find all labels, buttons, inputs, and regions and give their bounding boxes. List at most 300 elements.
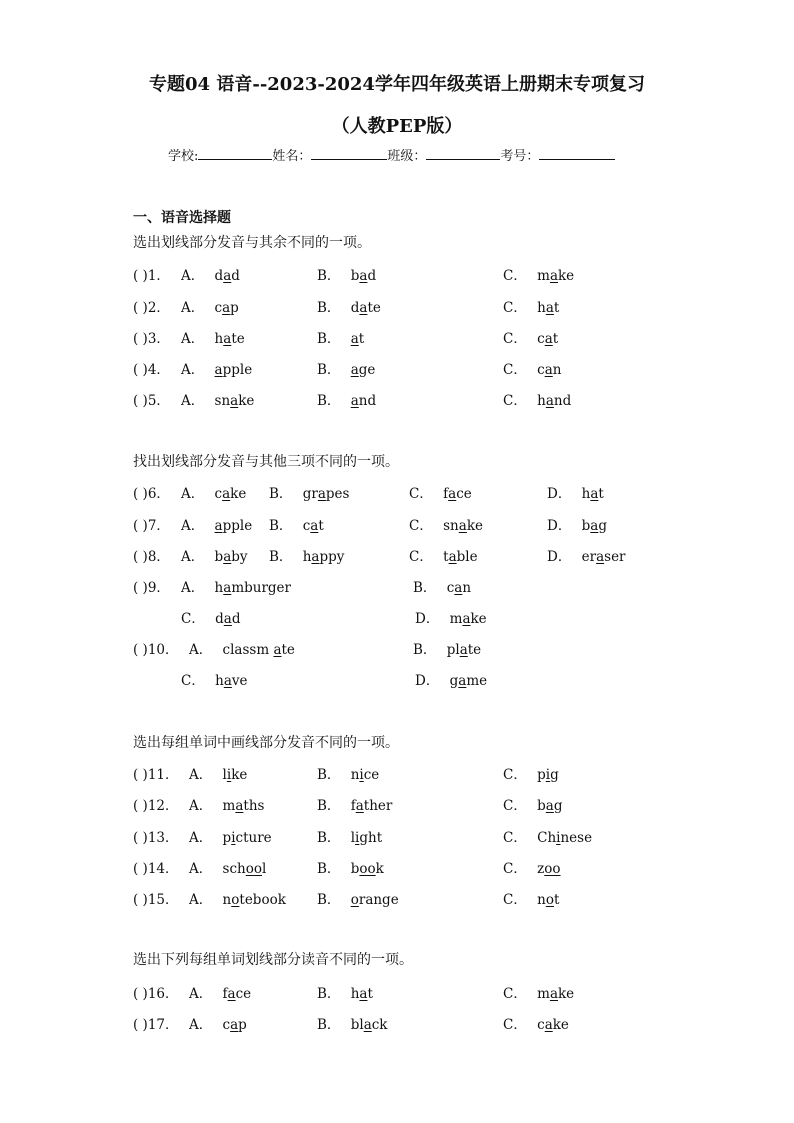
word-suffix: ke xyxy=(230,486,247,502)
underlined-part: a xyxy=(317,486,326,502)
question-number[interactable]: ( )12． xyxy=(133,798,179,814)
underlined-part: a xyxy=(227,986,236,1002)
option-B[interactable] xyxy=(317,264,376,284)
underlined-part: a xyxy=(549,986,558,1002)
option-A[interactable] xyxy=(189,794,264,814)
underlined-part: a xyxy=(454,580,463,596)
word-prefix: b xyxy=(581,518,591,534)
underlined-part: a xyxy=(549,268,558,284)
underlined-part: a xyxy=(350,362,359,378)
title-line-1: 专题04 语音--2023-2024学年四年级英语上册期末专项复习 xyxy=(149,74,645,95)
option-D[interactable] xyxy=(415,607,487,627)
option-A[interactable] xyxy=(189,763,247,783)
word-suffix: te xyxy=(281,642,295,658)
option-letter: B． xyxy=(317,362,345,378)
underlined-part: a xyxy=(359,986,368,1002)
word-suffix: te xyxy=(467,642,482,658)
group-instruction: 找出划线部分发音与其他三项不同的一项。 xyxy=(133,454,399,470)
underlined-part: o xyxy=(545,892,554,908)
option-A[interactable] xyxy=(181,514,252,534)
question-row xyxy=(133,982,753,1002)
question-number[interactable]: ( )3． xyxy=(133,331,170,347)
word-suffix: pes xyxy=(325,486,350,502)
class-blank[interactable] xyxy=(426,145,500,160)
option-letter: A． xyxy=(189,986,217,1002)
word-suffix: n xyxy=(552,362,562,378)
question-row xyxy=(133,794,753,814)
option-A[interactable] xyxy=(189,1013,247,1033)
word-prefix: d xyxy=(215,611,224,627)
underlined-part: a xyxy=(355,798,364,814)
word-prefix: Ch xyxy=(537,830,557,846)
word-suffix: ght xyxy=(359,830,383,846)
word-suffix: ke xyxy=(558,268,575,284)
underlined-part: a xyxy=(350,331,359,347)
option-A[interactable] xyxy=(189,826,272,846)
word-prefix: g xyxy=(449,673,459,689)
underlined-part: a xyxy=(545,300,554,316)
question-number[interactable]: ( )7． xyxy=(133,518,170,534)
option-A[interactable] xyxy=(189,982,251,1002)
option-letter: C． xyxy=(503,393,532,409)
word-prefix: h xyxy=(537,300,546,316)
word-prefix: b xyxy=(350,861,360,877)
option-letter: A． xyxy=(181,518,209,534)
word-suffix: te xyxy=(231,331,245,347)
word-prefix: f xyxy=(350,798,356,814)
underlined-part: a xyxy=(590,486,599,502)
underlined-part: a xyxy=(590,518,599,534)
word-suffix: by xyxy=(231,549,248,565)
underlined-part: i xyxy=(545,767,551,783)
option-A[interactable] xyxy=(181,576,291,596)
word-prefix: n xyxy=(222,892,232,908)
word-prefix: h xyxy=(214,331,224,347)
question-row xyxy=(133,1013,753,1033)
underlined-part: a xyxy=(544,1017,553,1033)
word-suffix: ck xyxy=(371,1017,388,1033)
option-A[interactable] xyxy=(181,358,252,378)
word-prefix: bl xyxy=(350,1017,364,1033)
word-suffix: ths xyxy=(243,798,265,814)
word-suffix: pple xyxy=(222,518,253,534)
word-suffix: g xyxy=(553,798,563,814)
question-row-continued xyxy=(133,669,753,689)
underlined-part: a xyxy=(544,362,553,378)
word-prefix: l xyxy=(222,767,227,783)
option-letter: A． xyxy=(189,642,217,658)
word-suffix: l xyxy=(262,861,267,877)
option-B[interactable] xyxy=(317,794,392,814)
word-prefix: z xyxy=(537,861,545,877)
word-suffix: d xyxy=(231,268,240,284)
underlined-part: a xyxy=(458,518,467,534)
word-suffix: ce xyxy=(456,486,472,502)
option-letter: A． xyxy=(189,892,217,908)
underlined-part: a xyxy=(223,549,232,565)
word-suffix: p xyxy=(230,300,239,316)
option-A[interactable] xyxy=(181,327,245,347)
word-suffix: n xyxy=(462,580,472,596)
question-row xyxy=(133,763,753,783)
word-suffix: t xyxy=(553,892,560,908)
option-B[interactable] xyxy=(317,857,384,877)
option-C[interactable] xyxy=(409,482,472,502)
underlined-part: oo xyxy=(245,861,262,877)
question-row-continued xyxy=(133,607,753,627)
word-prefix: n xyxy=(350,767,360,783)
option-C[interactable] xyxy=(409,514,483,534)
option-A[interactable] xyxy=(189,857,266,877)
option-letter: A． xyxy=(189,861,217,877)
word-prefix: f xyxy=(222,986,228,1002)
underlined-part: a xyxy=(214,362,223,378)
student-info-line xyxy=(168,145,615,164)
word-prefix: c xyxy=(446,580,455,596)
option-A[interactable] xyxy=(181,482,246,502)
school-blank[interactable] xyxy=(198,145,272,160)
option-D[interactable] xyxy=(547,545,626,565)
question-number[interactable]: ( )13． xyxy=(133,830,179,846)
underlined-part: a xyxy=(223,611,232,627)
underlined-part: a xyxy=(310,518,319,534)
option-letter: B． xyxy=(317,798,345,814)
option-A[interactable] xyxy=(181,545,248,565)
word-prefix: p xyxy=(222,830,232,846)
word-suffix: me xyxy=(466,673,488,689)
word-suffix: ther xyxy=(363,798,393,814)
word-suffix: g xyxy=(550,767,559,783)
option-letter: B． xyxy=(413,580,441,596)
word-suffix: cture xyxy=(235,830,272,846)
option-A[interactable] xyxy=(189,638,295,658)
word-prefix: pl xyxy=(446,642,460,658)
option-C[interactable] xyxy=(503,794,563,814)
word-suffix: ge xyxy=(358,362,376,378)
option-letter: D． xyxy=(415,673,444,689)
option-letter: B． xyxy=(317,830,345,846)
word-prefix: h xyxy=(215,673,224,689)
option-letter: B． xyxy=(317,1017,345,1033)
word-suffix: ke xyxy=(558,986,575,1002)
word-prefix: classm xyxy=(222,642,274,658)
question-number[interactable]: ( )6． xyxy=(133,486,170,502)
underlined-part: a xyxy=(596,549,605,565)
option-B[interactable] xyxy=(413,576,471,596)
option-B[interactable] xyxy=(269,482,349,502)
option-letter: D． xyxy=(547,518,576,534)
word-prefix: c xyxy=(302,518,311,534)
word-suffix: t xyxy=(598,486,604,502)
word-prefix: b xyxy=(214,549,224,565)
word-suffix: t xyxy=(552,331,559,347)
word-suffix: te xyxy=(367,300,381,316)
option-B[interactable] xyxy=(317,888,399,908)
option-letter: C． xyxy=(503,268,532,284)
word-prefix: m xyxy=(537,986,550,1002)
option-A[interactable] xyxy=(189,888,286,908)
option-B[interactable] xyxy=(269,545,344,565)
underlined-part: a xyxy=(311,549,320,565)
word-prefix: h xyxy=(214,580,224,596)
word-suffix: nd xyxy=(553,393,572,409)
underlined-part: a xyxy=(223,673,232,689)
question-number[interactable]: ( )4． xyxy=(133,362,170,378)
word-suffix: ce xyxy=(363,767,380,783)
option-letter: B． xyxy=(269,486,297,502)
group-instruction: 选出下列每组单词划线部分读音不同的一项。 xyxy=(133,952,413,968)
title-line-2: （人教PEP版） xyxy=(331,116,463,137)
group-instruction: 选出划线部分发音与其余不同的一项。 xyxy=(133,235,371,251)
option-letter: B． xyxy=(269,549,297,565)
question-row xyxy=(133,358,753,378)
question-number[interactable]: ( )16． xyxy=(133,986,179,1002)
word-prefix: h xyxy=(537,393,546,409)
option-B[interactable] xyxy=(317,982,373,1002)
word-prefix: m xyxy=(222,798,236,814)
question-row xyxy=(133,857,753,877)
option-letter: B． xyxy=(317,861,345,877)
word-prefix: gr xyxy=(302,486,318,502)
option-D[interactable] xyxy=(547,482,604,502)
question-number[interactable]: ( )1． xyxy=(133,268,170,284)
word-suffix: g xyxy=(598,518,607,534)
word-suffix: t xyxy=(553,300,560,316)
option-letter: C． xyxy=(409,486,438,502)
option-letter: C． xyxy=(409,518,438,534)
word-suffix: ser xyxy=(604,549,626,565)
underlined-part: a xyxy=(359,300,368,316)
word-suffix: tebook xyxy=(239,892,286,908)
option-C[interactable] xyxy=(503,1013,569,1033)
underlined-part: a xyxy=(462,611,471,627)
option-letter: B． xyxy=(317,892,345,908)
word-prefix: d xyxy=(214,268,224,284)
word-prefix: b xyxy=(350,268,360,284)
word-suffix: ke xyxy=(231,767,248,783)
word-prefix: h xyxy=(350,986,360,1002)
option-C[interactable] xyxy=(503,389,571,409)
underlined-part: i xyxy=(226,767,232,783)
word-prefix: sch xyxy=(222,861,246,877)
question-row xyxy=(133,389,753,409)
underlined-part: a xyxy=(223,331,232,347)
word-prefix: t xyxy=(443,549,449,565)
underlined-part: a xyxy=(363,1017,372,1033)
word-suffix: ke xyxy=(466,518,483,534)
option-letter: A． xyxy=(189,798,217,814)
option-C[interactable] xyxy=(503,888,559,908)
option-letter: C． xyxy=(503,362,532,378)
question-row xyxy=(133,638,753,658)
word-suffix: ble xyxy=(456,549,478,565)
word-suffix: mburger xyxy=(231,580,291,596)
option-letter: A． xyxy=(181,300,209,316)
option-letter: A． xyxy=(189,767,217,783)
word-suffix: t xyxy=(318,518,324,534)
word-prefix: c xyxy=(214,300,223,316)
word-prefix: n xyxy=(537,892,546,908)
option-B[interactable] xyxy=(269,514,324,534)
option-C[interactable] xyxy=(503,982,574,1002)
option-C[interactable] xyxy=(181,607,241,627)
word-suffix: ke xyxy=(238,393,255,409)
question-number[interactable]: ( )15． xyxy=(133,892,179,908)
question-number[interactable]: ( )14． xyxy=(133,861,179,877)
option-letter: A． xyxy=(189,1017,217,1033)
option-letter: C． xyxy=(503,830,532,846)
question-number[interactable]: ( )17． xyxy=(133,1017,179,1033)
word-prefix: h xyxy=(302,549,312,565)
word-prefix: er xyxy=(581,549,597,565)
underlined-part: o xyxy=(350,892,359,908)
school-label: 学校: xyxy=(168,149,199,164)
underlined-part: a xyxy=(230,1017,239,1033)
option-B[interactable] xyxy=(317,389,376,409)
option-C[interactable] xyxy=(503,826,592,846)
question-number[interactable]: ( )2． xyxy=(133,300,170,316)
underlined-part: a xyxy=(235,798,244,814)
option-letter: B． xyxy=(317,767,345,783)
option-B[interactable] xyxy=(317,327,364,347)
question-number[interactable]: ( )11． xyxy=(133,767,179,783)
option-letter: D． xyxy=(415,611,444,627)
word-suffix: k xyxy=(375,861,384,877)
option-letter: D． xyxy=(547,549,576,565)
option-letter: B． xyxy=(317,986,345,1002)
word-prefix: m xyxy=(537,268,550,284)
option-D[interactable] xyxy=(415,669,487,689)
underlined-part: a xyxy=(223,580,232,596)
option-C[interactable] xyxy=(503,857,561,877)
question-row xyxy=(133,482,753,502)
underlined-part: a xyxy=(273,642,282,658)
option-B[interactable] xyxy=(317,1013,388,1033)
option-A[interactable] xyxy=(181,264,240,284)
underlined-part: a xyxy=(544,331,553,347)
underlined-part: a xyxy=(222,486,231,502)
number-blank[interactable] xyxy=(539,145,615,160)
word-prefix: c xyxy=(222,1017,231,1033)
option-letter: A． xyxy=(189,830,217,846)
option-D[interactable] xyxy=(547,514,607,534)
question-row xyxy=(133,545,753,565)
option-letter: A． xyxy=(181,549,209,565)
option-letter: B． xyxy=(317,300,345,316)
word-prefix: sn xyxy=(214,393,231,409)
word-prefix: h xyxy=(581,486,591,502)
option-A[interactable] xyxy=(181,389,254,409)
word-prefix: d xyxy=(350,300,360,316)
word-suffix: ve xyxy=(231,673,248,689)
question-row xyxy=(133,576,753,596)
question-number[interactable]: ( )10． xyxy=(133,642,179,658)
word-suffix: ke xyxy=(552,1017,569,1033)
option-letter: B． xyxy=(413,642,441,658)
word-suffix: d xyxy=(231,611,241,627)
option-letter: B． xyxy=(317,268,345,284)
question-row xyxy=(133,296,753,316)
question-row xyxy=(133,264,753,284)
option-C[interactable] xyxy=(503,763,559,783)
underlined-part: o xyxy=(231,892,240,908)
question-row xyxy=(133,514,753,534)
option-C[interactable] xyxy=(503,358,561,378)
word-suffix: t xyxy=(367,986,373,1002)
underlined-part: a xyxy=(459,642,468,658)
word-suffix: range xyxy=(358,892,399,908)
option-B[interactable] xyxy=(317,763,379,783)
section-heading: 一、语音选择题 xyxy=(133,210,231,226)
option-B[interactable] xyxy=(413,638,481,658)
word-prefix: sn xyxy=(443,518,459,534)
word-suffix: t xyxy=(358,331,365,347)
option-C[interactable] xyxy=(409,545,478,565)
word-prefix: c xyxy=(537,331,545,347)
word-suffix: pple xyxy=(222,362,253,378)
underlined-part: i xyxy=(231,830,236,846)
word-suffix: ke xyxy=(470,611,487,627)
name-blank[interactable] xyxy=(311,145,387,160)
option-letter: B． xyxy=(317,331,345,347)
option-letter: B． xyxy=(269,518,297,534)
option-letter: C． xyxy=(503,300,532,316)
option-B[interactable] xyxy=(317,358,375,378)
underlined-part: a xyxy=(458,673,467,689)
option-letter: B． xyxy=(317,393,345,409)
group-instruction: 选出每组单词中画线部分发音不同的一项。 xyxy=(133,735,399,751)
question-row xyxy=(133,327,753,347)
option-C[interactable] xyxy=(503,327,558,347)
question-number[interactable]: ( )8． xyxy=(133,549,170,565)
option-letter: C． xyxy=(181,673,210,689)
underlined-part: i xyxy=(355,830,360,846)
underlined-part: a xyxy=(545,393,554,409)
underlined-part: i xyxy=(359,767,364,783)
option-letter: A． xyxy=(181,362,209,378)
word-prefix: f xyxy=(443,486,449,502)
underlined-part: i xyxy=(556,830,561,846)
option-letter: C． xyxy=(503,767,532,783)
option-letter: C． xyxy=(409,549,438,565)
option-letter: C． xyxy=(503,892,532,908)
option-C[interactable] xyxy=(181,669,248,689)
option-letter: A． xyxy=(181,331,209,347)
underlined-part: a xyxy=(359,268,368,284)
option-C[interactable] xyxy=(503,296,559,316)
option-letter: C． xyxy=(503,798,532,814)
option-B[interactable] xyxy=(317,826,382,846)
question-number[interactable]: ( )5． xyxy=(133,393,170,409)
word-suffix: nese xyxy=(560,830,593,846)
option-A[interactable] xyxy=(181,296,239,316)
option-letter: A． xyxy=(181,393,209,409)
word-suffix: nd xyxy=(358,393,377,409)
underlined-part: a xyxy=(350,393,359,409)
option-C[interactable] xyxy=(503,264,574,284)
underlined-part: a xyxy=(223,268,232,284)
option-letter: D． xyxy=(547,486,576,502)
class-label: 班级： xyxy=(387,149,427,164)
option-letter: C． xyxy=(503,861,532,877)
option-letter: A． xyxy=(181,268,209,284)
word-suffix: p xyxy=(238,1017,247,1033)
question-number[interactable]: ( )9． xyxy=(133,580,170,596)
option-letter: C． xyxy=(503,331,532,347)
option-B[interactable] xyxy=(317,296,381,316)
underlined-part: oo xyxy=(544,861,561,877)
underlined-part: a xyxy=(230,393,239,409)
